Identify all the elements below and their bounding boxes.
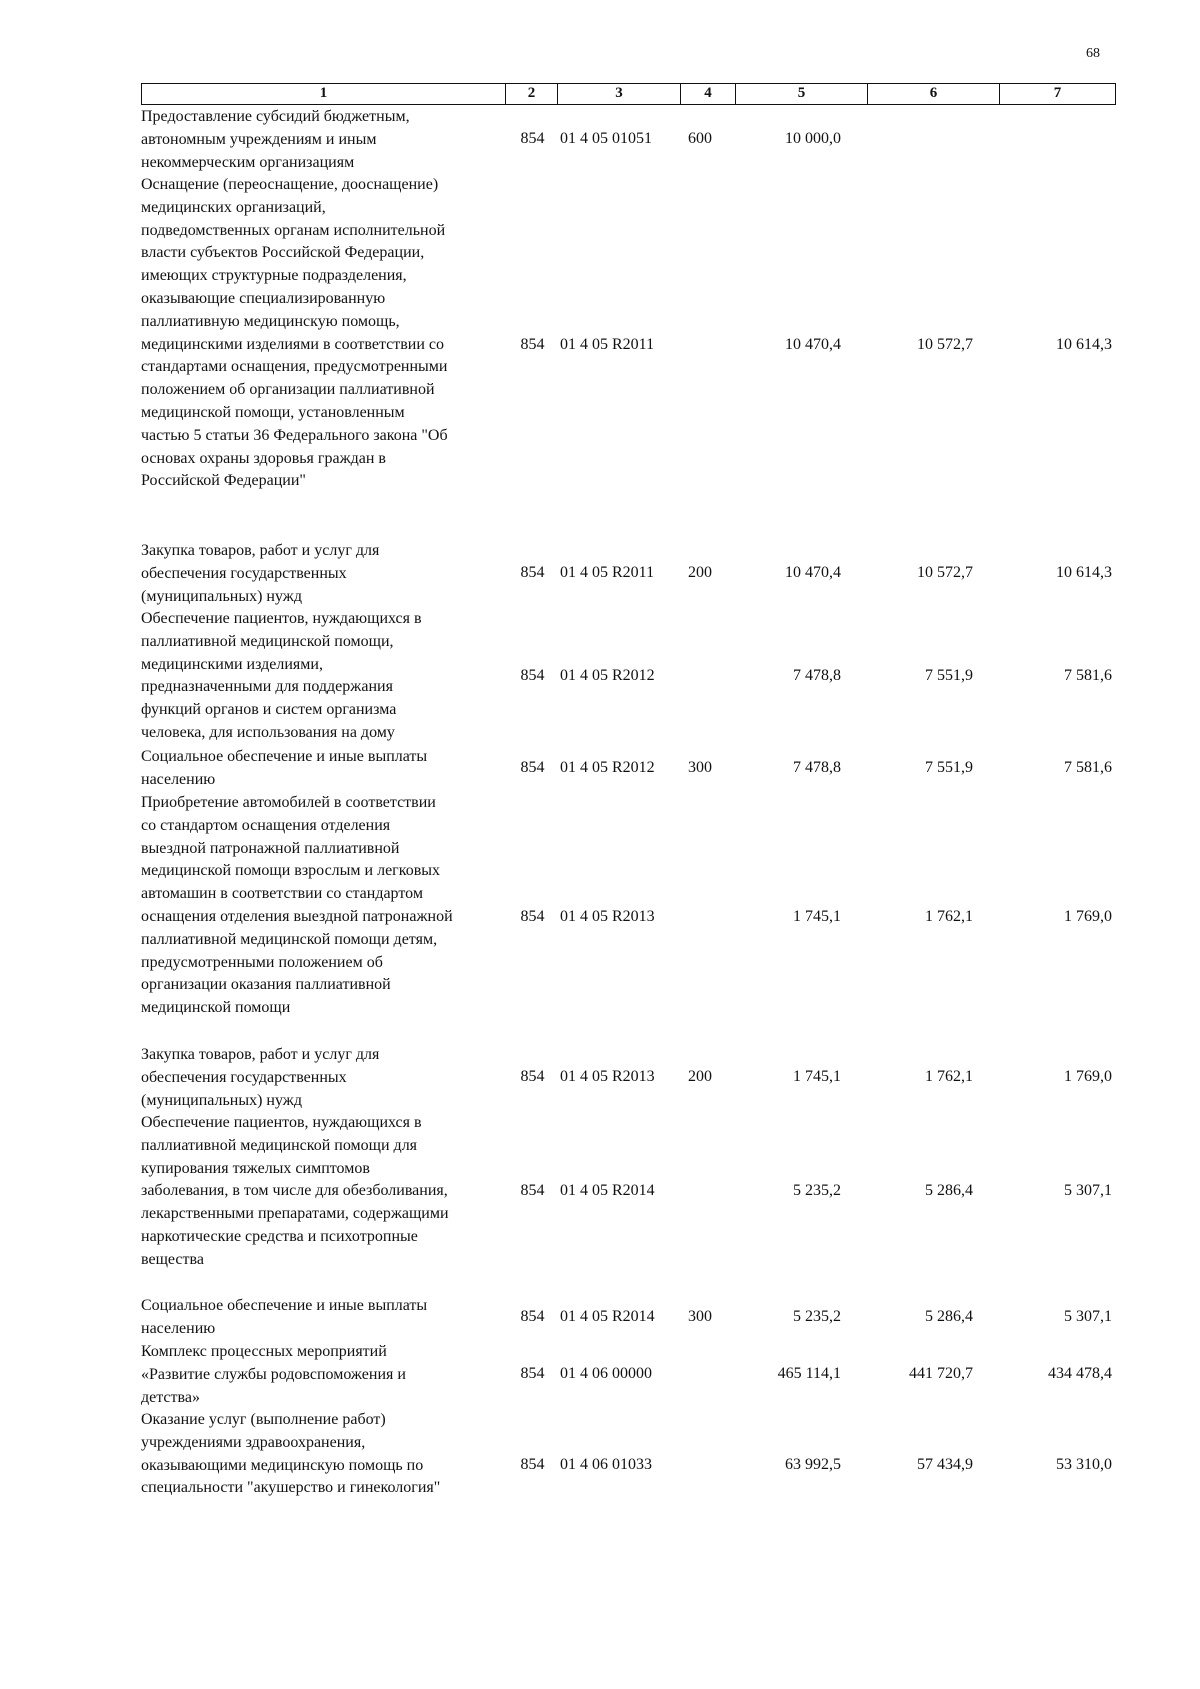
row-code-expense: 300 xyxy=(688,759,712,776)
row-amount-col6: 1 762,1 xyxy=(925,1068,973,1085)
row-amount-col7: 5 307,1 xyxy=(1064,1182,1112,1199)
row-description: Оказание услуг (выполнение работ) учреждениями здравоохранения, оказывающими медицинскую помощь по специальности "акушерство и гинекология" xyxy=(141,1411,441,1497)
header-col-1: 1 xyxy=(142,84,506,104)
row-code-ministry: 854 xyxy=(520,336,545,353)
row-code-target: 01 4 06 01033 xyxy=(560,1456,652,1473)
row-amount-col5: 7 478,8 xyxy=(793,667,841,684)
header-col-3: 3 xyxy=(558,84,681,104)
row-code-expense: 300 xyxy=(688,1308,712,1325)
header-col-5: 5 xyxy=(736,84,868,104)
row-amount-col6: 5 286,4 xyxy=(925,1182,973,1199)
row-amount-col7: 434 478,4 xyxy=(1048,1365,1112,1382)
header-col-6: 6 xyxy=(868,84,1000,104)
row-code-target: 01 4 05 R2013 xyxy=(560,1068,655,1085)
row-amount-col5: 10 470,4 xyxy=(785,564,841,581)
row-code-ministry: 854 xyxy=(520,1308,545,1325)
row-code-expense: 200 xyxy=(688,1068,712,1085)
row-amount-col7: 10 614,3 xyxy=(1056,564,1112,581)
row-amount-col7: 53 310,0 xyxy=(1056,1456,1112,1473)
row-amount-col7: 7 581,6 xyxy=(1064,667,1112,684)
row-description: Предоставление субсидий бюджетным, автономным учреждениям и иным некоммерческим организациям xyxy=(141,108,410,171)
row-code-target: 01 4 05 R2011 xyxy=(560,336,655,353)
row-description: Обеспечение пациентов, нуждающихся в паллиативной медицинской помощи для купирования тяжелых симптомов заболевания, в том числе для обезболивания, лекарственными препаратами, содержащими наркотические средства и психотропные вещества xyxy=(141,1114,449,1268)
row-amount-col5: 10 470,4 xyxy=(785,336,841,353)
row-description: Оснащение (переоснащение, дооснащение) медицинских организаций, подведомственных органам исполнительной власти субъектов Российской Федерации, имеющих структурные подразделения, оказывающие специализированную паллиативную медицинскую помощь, медицинскими изделиями в соответствии со стандартами оснащения, предусмотренными положением об организации паллиативной медицинской помощи, установленным частью 5 статьи 36 Федерального закона "Об основах охраны здоровья граждан в Российской Федерации" xyxy=(141,176,448,490)
row-amount-col6: 57 434,9 xyxy=(917,1456,973,1473)
row-amount-col5: 7 478,8 xyxy=(793,759,841,776)
row-amount-col6: 5 286,4 xyxy=(925,1308,973,1325)
row-amount-col5: 5 235,2 xyxy=(793,1182,841,1199)
row-amount-col5: 1 745,1 xyxy=(793,908,841,925)
row-description: Закупка товаров, работ и услуг для обеспечения государственных (муниципальных) нужд xyxy=(141,1046,380,1109)
row-amount-col6: 441 720,7 xyxy=(909,1365,973,1382)
table-header xyxy=(141,83,1116,105)
row-amount-col6: 7 551,9 xyxy=(925,667,973,684)
row-code-target: 01 4 06 00000 xyxy=(560,1365,652,1382)
row-code-ministry: 854 xyxy=(520,759,545,776)
row-code-ministry: 854 xyxy=(520,1068,545,1085)
row-amount-col7: 5 307,1 xyxy=(1064,1308,1112,1325)
row-description: Социальное обеспечение и иные выплаты населению xyxy=(141,748,428,788)
row-amount-col6: 7 551,9 xyxy=(925,759,973,776)
row-code-ministry: 854 xyxy=(520,130,545,147)
row-code-target: 01 4 05 R2014 xyxy=(560,1308,655,1325)
row-amount-col5: 465 114,1 xyxy=(777,1365,841,1382)
row-code-expense: 200 xyxy=(688,564,712,581)
row-code-ministry: 854 xyxy=(520,1456,545,1473)
row-description: Социальное обеспечение и иные выплаты населению xyxy=(141,1297,428,1337)
page-number: 68 xyxy=(1086,46,1100,61)
row-code-ministry: 854 xyxy=(520,908,545,925)
row-description: Комплекс процессных мероприятий «Развитие службы родовспоможения и детства» xyxy=(141,1343,406,1406)
row-code-target: 01 4 05 01051 xyxy=(560,130,652,147)
row-amount-col7: 1 769,0 xyxy=(1064,1068,1112,1085)
row-amount-col7: 10 614,3 xyxy=(1056,336,1112,353)
row-description: Приобретение автомобилей в соответствии со стандартом оснащения отделения выездной патронажной паллиативной медицинской помощи взрослым и легковых автомашин в соответствии со стандартом оснащения отделения выездной патронажной паллиативной медицинской помощи детям, предусмотренными положением об организации оказания паллиативной медицинской помощи xyxy=(141,794,453,1017)
row-code-ministry: 854 xyxy=(520,564,545,581)
row-amount-col5: 10 000,0 xyxy=(785,130,841,147)
row-code-ministry: 854 xyxy=(520,667,545,684)
row-description: Закупка товаров, работ и услуг для обеспечения государственных (муниципальных) нужд xyxy=(141,542,380,605)
row-amount-col7: 7 581,6 xyxy=(1064,759,1112,776)
row-code-target: 01 4 05 R2012 xyxy=(560,667,655,684)
row-amount-col6: 10 572,7 xyxy=(917,336,973,353)
header-col-2: 2 xyxy=(506,84,558,104)
row-amount-col5: 5 235,2 xyxy=(793,1308,841,1325)
row-code-ministry: 854 xyxy=(520,1182,545,1199)
row-amount-col5: 1 745,1 xyxy=(793,1068,841,1085)
header-col-7: 7 xyxy=(1053,85,1062,101)
row-code-target: 01 4 05 R2013 xyxy=(560,908,655,925)
row-code-target: 01 4 05 R2014 xyxy=(560,1182,655,1199)
row-code-ministry: 854 xyxy=(520,1365,545,1382)
row-code-target: 01 4 05 R2011 xyxy=(560,564,655,581)
row-code-target: 01 4 05 R2012 xyxy=(560,759,655,776)
row-amount-col7: 1 769,0 xyxy=(1064,908,1112,925)
row-amount-col6: 1 762,1 xyxy=(925,908,973,925)
header-col-4: 4 xyxy=(681,84,736,104)
row-code-expense: 600 xyxy=(688,130,712,147)
row-amount-col5: 63 992,5 xyxy=(785,1456,841,1473)
row-amount-col6: 10 572,7 xyxy=(917,564,973,581)
row-description: Обеспечение пациентов, нуждающихся в паллиативной медицинской помощи, медицинскими изделиями, предназначенными для поддержания функций органов и систем организма человека, для использования на дому xyxy=(141,610,422,741)
